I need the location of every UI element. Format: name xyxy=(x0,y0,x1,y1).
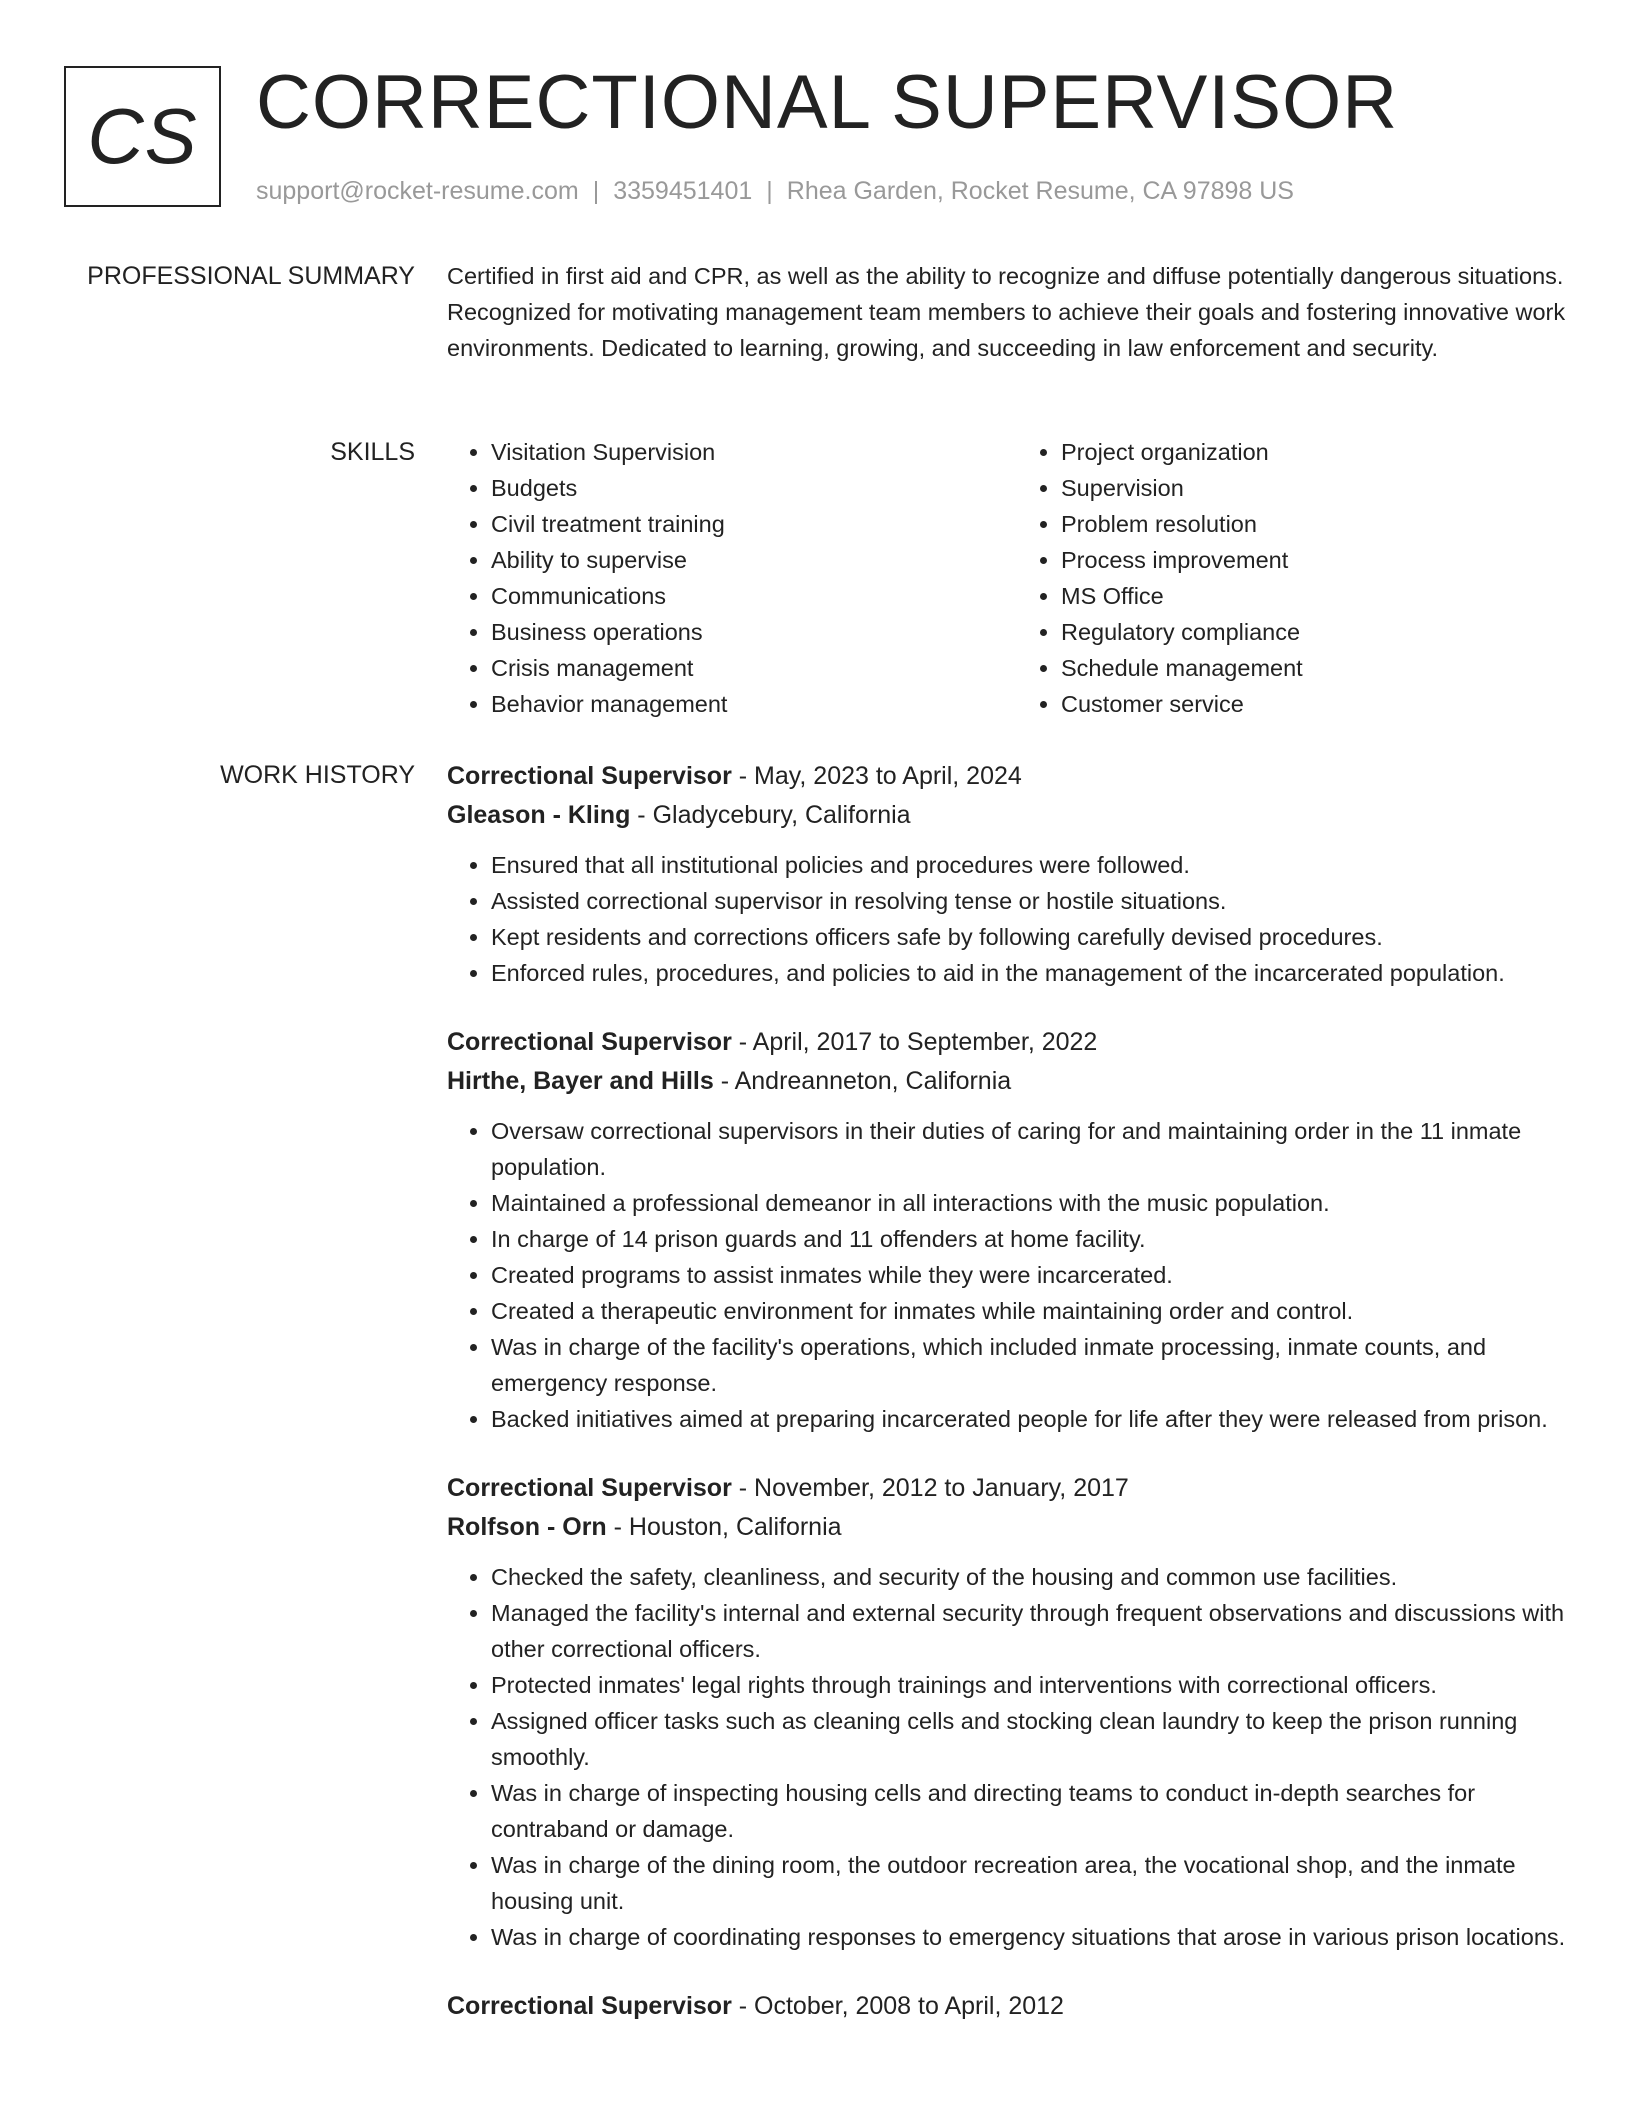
job-bullet: • Maintained a professional demeanor in all interactions with the music population. xyxy=(491,1185,1587,1221)
job-bullet: • Ensured that all institutional policies and procedures were followed. xyxy=(491,847,1587,883)
skill-item: • Ability to supervise xyxy=(491,542,1017,578)
job-bullet: • Enforced rules, procedures, and policies to aid in the management of the incarcerated population. xyxy=(491,955,1587,991)
resume-name: CORRECTIONAL SUPERVISOR xyxy=(256,60,1399,145)
skill-item: • Project organization xyxy=(1061,434,1587,470)
job-title: Correctional Supervisor xyxy=(447,1992,732,2020)
job-company: Gleason - Kling xyxy=(447,801,631,829)
monogram-box xyxy=(64,66,221,207)
job-title-line xyxy=(447,1987,1587,2025)
job-bullet: • Backed initiatives aimed at preparing incarcerated people for life after they were released from prison. xyxy=(491,1401,1587,1437)
contact-separator: | xyxy=(592,177,600,205)
skill-item: • Process improvement xyxy=(1061,542,1587,578)
job-bullet: • Was in charge of the facility's operations, which included inmate processing, inmate counts, and emergency response. xyxy=(491,1329,1587,1401)
job-company-line xyxy=(447,795,1587,835)
job-bullet: • Created programs to assist inmates while they were incarcerated. xyxy=(491,1257,1587,1293)
skill-item: • Behavior management xyxy=(491,686,1017,722)
job-title-line xyxy=(447,757,1587,795)
job-entry xyxy=(447,757,1587,991)
contact-phone: 3359451401 xyxy=(613,177,753,205)
job-bullet: • Oversaw correctional supervisors in their duties of caring for and maintaining order in the 11 inmate population. xyxy=(491,1113,1587,1185)
skill-item: • Civil treatment training xyxy=(491,506,1017,542)
job-bullet: • Was in charge of coordinating responses to emergency situations that arose in various prison locations. xyxy=(491,1919,1587,1955)
skill-item: • Supervision xyxy=(1061,470,1587,506)
skills-list-left xyxy=(447,434,1017,722)
work-history-label: WORK HISTORY xyxy=(220,761,415,789)
job-title: Correctional Supervisor xyxy=(447,762,732,790)
job-dates: - November, 2012 to January, 2017 xyxy=(731,1474,1129,1502)
job-title: Correctional Supervisor xyxy=(447,1028,732,1056)
skill-item: • Customer service xyxy=(1061,686,1587,722)
job-entry xyxy=(447,1023,1587,1437)
summary-label: PROFESSIONAL SUMMARY xyxy=(87,262,415,290)
job-company: Rolfson - Orn xyxy=(447,1513,607,1541)
job-bullet: • In charge of 14 prison guards and 11 offenders at home facility. xyxy=(491,1221,1587,1257)
job-bullet: • Assigned officer tasks such as cleaning cells and stocking clean laundry to keep the prison running smoothly. xyxy=(491,1703,1587,1775)
job-bullet: • Was in charge of inspecting housing cells and directing teams to conduct in-depth searches for contraband or damage. xyxy=(491,1775,1587,1847)
summary-body xyxy=(447,258,1587,366)
job-entry xyxy=(447,1987,1587,2025)
job-company: Hirthe, Bayer and Hills xyxy=(447,1067,714,1095)
job-dates: - October, 2008 to April, 2012 xyxy=(731,1992,1064,2020)
job-bullets xyxy=(447,847,1587,991)
skills-body xyxy=(447,434,1587,722)
job-dates: - May, 2023 to April, 2024 xyxy=(731,762,1022,790)
job-bullets xyxy=(447,1559,1587,1955)
contact-separator: | xyxy=(766,177,773,205)
skill-item: • Communications xyxy=(491,578,1017,614)
job-company-line xyxy=(447,1061,1587,1101)
job-bullet: • Kept residents and corrections officers safe by following carefully devised procedures. xyxy=(491,919,1587,955)
job-bullet: • Protected inmates' legal rights through trainings and interventions with correctional officers. xyxy=(491,1667,1587,1703)
skill-item: • Business operations xyxy=(491,614,1017,650)
contact-line xyxy=(256,174,1294,208)
summary-text: Certified in first aid and CPR, as well as the ability to recognize and diffuse potentially dangerous situations. Recognized for motivating management team members to achieve their goals and fostering innovative work environments. Dedicated to learning, growing, and succeeding in law enforcement and security. xyxy=(447,263,1566,361)
skill-item: • Visitation Supervision xyxy=(491,434,1017,470)
job-bullet: • Assisted correctional supervisor in resolving tense or hostile situations. xyxy=(491,883,1587,919)
skill-item: • Problem resolution xyxy=(1061,506,1587,542)
job-location: - Andreanneton, California xyxy=(713,1067,1012,1095)
skill-item: • Budgets xyxy=(491,470,1017,506)
job-location: - Houston, California xyxy=(606,1513,842,1541)
skill-item: • Schedule management xyxy=(1061,650,1587,686)
skill-item: • MS Office xyxy=(1061,578,1587,614)
skill-item: • Regulatory compliance xyxy=(1061,614,1587,650)
job-title: Correctional Supervisor xyxy=(447,1474,732,1502)
job-bullet: • Was in charge of the dining room, the outdoor recreation area, the vocational shop, and the inmate housing unit. xyxy=(491,1847,1587,1919)
job-location: - Gladycebury, California xyxy=(630,801,911,829)
work-history-body xyxy=(447,757,1587,2057)
skills-list-right xyxy=(1017,434,1587,722)
contact-address: Rhea Garden, Rocket Resume, CA 97898 US xyxy=(786,177,1294,205)
skills-label: SKILLS xyxy=(330,438,415,466)
job-bullet: • Checked the safety, cleanliness, and security of the housing and common use facilities. xyxy=(491,1559,1587,1595)
job-dates: - April, 2017 to September, 2022 xyxy=(731,1028,1098,1056)
job-bullet: • Created a therapeutic environment for inmates while maintaining order and control. xyxy=(491,1293,1587,1329)
contact-email: support@rocket-resume.com xyxy=(256,177,579,205)
monogram-initials: CS xyxy=(87,92,198,180)
job-title-line xyxy=(447,1469,1587,1507)
job-bullet: • Managed the facility's internal and external security through frequent observations and discussions with other correctional officers. xyxy=(491,1595,1587,1667)
job-entry xyxy=(447,1469,1587,1955)
job-title-line xyxy=(447,1023,1587,1061)
job-company-line xyxy=(447,1507,1587,1547)
job-bullets xyxy=(447,1113,1587,1437)
skill-item: • Crisis management xyxy=(491,650,1017,686)
skills-columns xyxy=(447,434,1587,722)
